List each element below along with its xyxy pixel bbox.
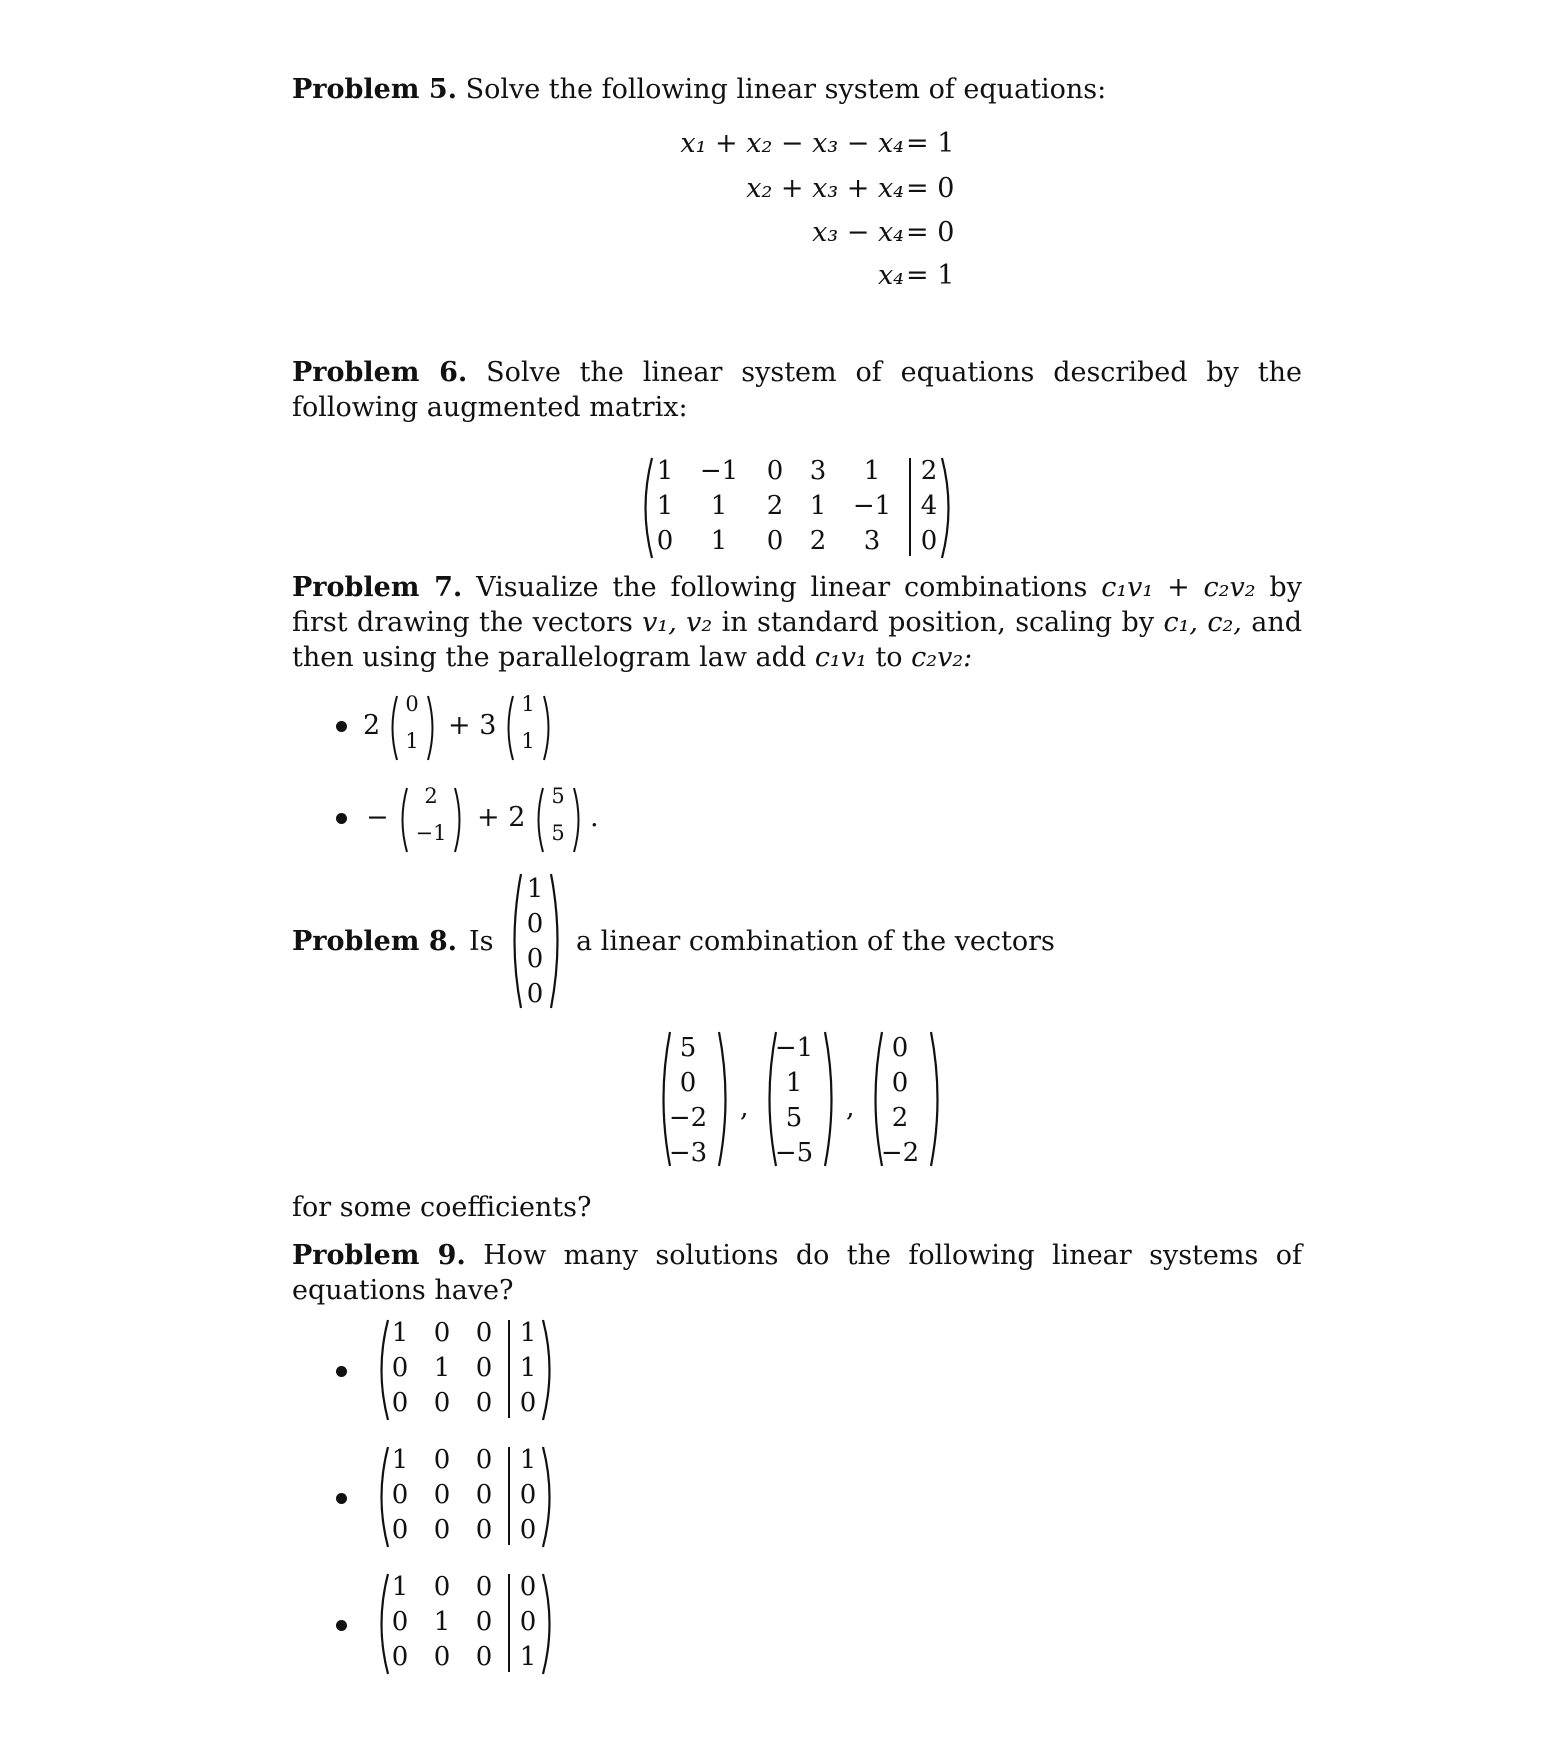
augment-bar	[508, 1320, 510, 1418]
right-paren	[539, 1572, 559, 1676]
matrix-cell: 0	[433, 1318, 451, 1348]
matrix-cell: 2	[766, 491, 784, 521]
matrix-cell: 1	[519, 1353, 537, 1383]
matrix-cell: 0	[391, 1480, 409, 1510]
matrix-cell: 0	[475, 1642, 493, 1672]
matrix-cell: 0	[519, 1607, 537, 1637]
equation-4-lhs: x₄	[877, 260, 904, 291]
vector-entry: 5	[785, 1103, 803, 1133]
right-paren	[548, 872, 566, 1010]
equation-3-lhs: x₃ − x₄	[812, 217, 904, 248]
vector-entry: 0	[526, 944, 544, 974]
vector-entry: −1	[415, 821, 447, 845]
vector-entry: 0	[679, 1068, 697, 1098]
problem-7-text-c: in standard position, scaling by	[721, 607, 1155, 639]
matrix-cell: 1	[391, 1318, 409, 1348]
problem-8-label: Problem 8.	[292, 926, 458, 957]
problem-9-label: Problem 9.	[292, 1240, 466, 1271]
operator: + 2	[477, 802, 526, 833]
problem-9-statement: How many solutions do the following linear systems of equations have?	[292, 1240, 1302, 1307]
matrix-cell: 0	[656, 526, 674, 556]
matrix-cell: 0	[766, 526, 784, 556]
equation-4-rhs: = 1	[906, 260, 955, 291]
matrix-cell: 0	[475, 1480, 493, 1510]
vector-entry: 0	[405, 692, 419, 716]
right-paren	[571, 786, 585, 854]
bullet-icon	[336, 1366, 347, 1377]
vector-entry: 0	[526, 979, 544, 1009]
math-expr: c₁, c₂,	[1163, 607, 1242, 639]
right-paren	[541, 694, 555, 762]
problem-7-text-e: to	[875, 642, 903, 674]
matrix-cell: 0	[433, 1572, 451, 1602]
matrix-cell: 0	[433, 1388, 451, 1418]
vector-entry: −3	[668, 1138, 708, 1168]
operator: + 3	[448, 710, 497, 741]
right-paren	[928, 1030, 946, 1168]
vector-entry: −1	[774, 1033, 814, 1063]
vector-entry: 1	[785, 1068, 803, 1098]
math-expr: c₁v₁ + c₂v₂	[1101, 572, 1256, 603]
vector-entry: 1	[405, 729, 419, 753]
matrix-cell: 0	[475, 1388, 493, 1418]
augment-bar	[508, 1574, 510, 1672]
matrix-cell: 0	[391, 1642, 409, 1672]
period: .	[590, 802, 599, 833]
equation-1-rhs: = 1	[906, 128, 955, 159]
vector-entry: 5	[551, 821, 565, 845]
matrix-cell: 0	[391, 1607, 409, 1637]
coefficient: −	[366, 802, 389, 833]
matrix-cell: 1	[519, 1445, 537, 1475]
matrix-cell: 0	[519, 1515, 537, 1545]
problem-8-after: for some coefficients?	[292, 1192, 592, 1223]
bullet-icon	[336, 1620, 347, 1631]
right-paren	[539, 1318, 559, 1422]
matrix-cell: 0	[519, 1572, 537, 1602]
problem-7-text-a: Visualize the following linear combinations	[476, 572, 1088, 603]
matrix-cell: 2	[809, 526, 827, 556]
problem-8-is: Is	[469, 926, 494, 957]
matrix-cell: 0	[766, 456, 784, 486]
vector-entry: 0	[891, 1033, 909, 1063]
vector-entry: 0	[891, 1068, 909, 1098]
problem-7-text	[292, 570, 1302, 675]
matrix-cell: 1	[519, 1642, 537, 1672]
problem-6-label: Problem 6.	[292, 357, 468, 388]
problem-5-label: Problem 5.	[292, 74, 458, 105]
problem-7-text-b: by first drawing the vectors	[292, 572, 1302, 639]
problem-8-statement: a linear combination of the vectors	[576, 926, 1055, 957]
vector-entry: 5	[679, 1033, 697, 1063]
matrix-cell: 0	[475, 1445, 493, 1475]
vector-entry: 1	[521, 692, 535, 716]
augment-bar	[508, 1447, 510, 1545]
comma: ,	[740, 1092, 749, 1123]
math-expr: v₁, v₂	[642, 607, 713, 639]
right-paren	[452, 786, 466, 854]
matrix-cell: 1	[710, 526, 728, 556]
vector-entry: 1	[521, 729, 535, 753]
matrix-cell: 0	[433, 1480, 451, 1510]
matrix-cell: 4	[920, 491, 938, 521]
matrix-cell: 1	[656, 456, 674, 486]
matrix-cell: 1	[863, 456, 881, 486]
right-paren	[539, 1445, 559, 1549]
matrix-cell: −1	[852, 491, 892, 521]
vector-entry: −2	[668, 1103, 708, 1133]
equation-3-rhs: = 0	[906, 217, 955, 248]
right-paren	[425, 694, 439, 762]
vector-entry: 0	[526, 909, 544, 939]
matrix-cell: 1	[519, 1318, 537, 1348]
matrix-cell: 0	[475, 1318, 493, 1348]
matrix-cell: 1	[809, 491, 827, 521]
vector-entry: 5	[551, 784, 565, 808]
matrix-cell: 3	[863, 526, 881, 556]
matrix-cell: 3	[809, 456, 827, 486]
matrix-cell: 1	[710, 491, 728, 521]
problem-7-text-d: and then using the parallelogram law add	[292, 607, 1303, 674]
matrix-cell: 0	[475, 1353, 493, 1383]
coefficient: 2	[363, 710, 381, 741]
vector-entry: 1	[526, 874, 544, 904]
bullet-icon	[336, 721, 347, 732]
vector-entry: 2	[424, 784, 438, 808]
problem-7-label: Problem 7.	[292, 572, 463, 603]
matrix-cell: 0	[475, 1572, 493, 1602]
matrix-cell: 2	[920, 456, 938, 486]
vector-entry: 2	[891, 1103, 909, 1133]
matrix-cell: 0	[475, 1515, 493, 1545]
vector-entry: −2	[880, 1138, 920, 1168]
math-expr: c₁v₁	[814, 642, 867, 674]
matrix-cell: 1	[391, 1445, 409, 1475]
matrix-cell: 0	[391, 1388, 409, 1418]
right-paren	[716, 1030, 734, 1168]
matrix-cell: 0	[475, 1607, 493, 1637]
problem-6-text	[292, 355, 1302, 425]
matrix-cell: 1	[656, 491, 674, 521]
problem-5-text	[292, 72, 1302, 107]
matrix-cell: 1	[391, 1572, 409, 1602]
bullet-icon	[336, 1493, 347, 1504]
problem-9-text	[292, 1238, 1302, 1308]
matrix-cell: 0	[920, 526, 938, 556]
math-expr: c₂v₂:	[911, 642, 973, 674]
vector-entry: −5	[774, 1138, 814, 1168]
matrix-cell: 0	[433, 1445, 451, 1475]
matrix-cell: 0	[519, 1388, 537, 1418]
matrix-cell: 0	[391, 1353, 409, 1383]
equation-2-lhs: x₂ + x₃ + x₄	[746, 173, 904, 204]
matrix-cell: 1	[433, 1607, 451, 1637]
matrix-cell: 0	[433, 1642, 451, 1672]
matrix-cell: 0	[433, 1515, 451, 1545]
matrix-cell: −1	[699, 456, 739, 486]
matrix-cell: 0	[391, 1515, 409, 1545]
right-paren	[822, 1030, 840, 1168]
bullet-icon	[336, 813, 347, 824]
equation-1-lhs: x₁ + x₂ − x₃ − x₄	[680, 128, 904, 159]
problem-5-statement: Solve the following linear system of equations:	[465, 74, 1107, 105]
equation-2-rhs: = 0	[906, 173, 955, 204]
matrix-cell: 0	[519, 1480, 537, 1510]
matrix-cell: 1	[433, 1353, 451, 1383]
problem-6-statement: Solve the linear system of equations described by the following augmented matrix:	[292, 357, 1302, 424]
comma: ,	[846, 1092, 855, 1123]
